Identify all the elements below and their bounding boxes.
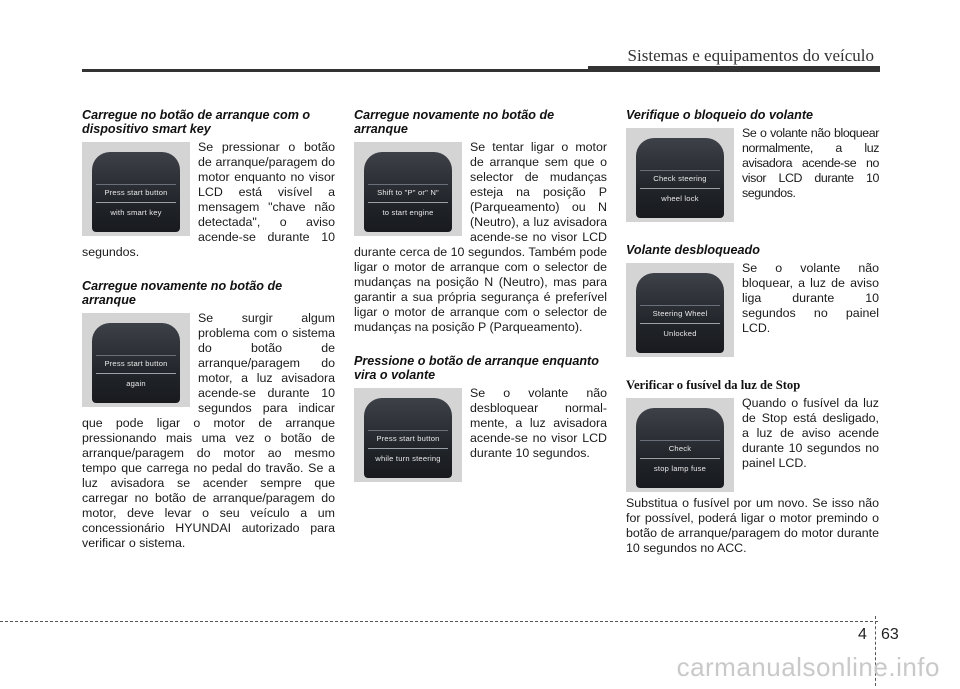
section-text: Se o volante não bloquear normalmente, a luz avisadora acende-se no visor LCD durante 10 segundos. xyxy=(742,126,879,200)
lcd-display-icon xyxy=(364,398,452,478)
lcd-figure xyxy=(82,142,190,236)
lcd-display-icon xyxy=(636,273,724,353)
column-1 xyxy=(82,108,335,570)
column-2 xyxy=(354,108,607,484)
footer-rule xyxy=(0,621,878,622)
lcd-message-line2: while turn steering xyxy=(375,454,441,463)
lcd-message-line1: Press start button xyxy=(104,359,168,368)
section-text: Se surgir algum problema com o sistema do botão de arranque/paragem do motor, a luz avisadora acende-se durante 10 segundos para indicar que pode ligar o motor de arranque pressionando mais uma vez o botão de arranque/paragem do motor ao mesmo tempo que carrega no pedal do travão. Se a luz avisadora se acender sempre que carregar no botão de arranque/paragem do motor, deve levar o seu veículo a um concessionário HYUNDAI autorizado para verificar o sistema. xyxy=(82,311,335,550)
header-title: Sistemas e equipamentos do veículo xyxy=(627,46,874,65)
lcd-message-line1: Check steering xyxy=(653,174,707,183)
section-smart-key xyxy=(82,108,335,260)
header-rule-accent xyxy=(588,66,880,72)
section-stop-lamp-fuse xyxy=(626,378,879,556)
lcd-display-icon xyxy=(364,152,452,232)
lcd-message-line2: stop lamp fuse xyxy=(653,464,707,473)
section-text: Se tentar ligar o motor de arranque sem que o selector de mudanças esteja na posição P (Parqueamento) ou N (Neutro), a luz avisadora acende-se no visor LCD durante cerca de 10 segundos. Também pode ligar o motor de arranque com o selector de mudanças na posição N (Neutro), mas para garantir a sua própria segurança é preferível ligar o motor de arranque com o selector de mudanças na posição P (Parqueamento). xyxy=(354,140,607,334)
section-press-again xyxy=(82,279,335,551)
lcd-figure xyxy=(354,142,462,236)
section-steering-unlocked xyxy=(626,243,879,359)
lcd-figure xyxy=(626,263,734,357)
section-title: Pressione o botão de arranque enquanto vira o volante xyxy=(354,354,599,382)
section-text-2: Substitua o fusível por um novo. Se isso não for possível, poderá ligar o motor premindo o botão de arranque/paragem do motor durante 10 segundos no ACC. xyxy=(626,496,879,555)
lcd-message-line2: to start engine xyxy=(382,208,434,217)
lcd-display-icon xyxy=(92,323,180,403)
section-shift-p-n xyxy=(354,108,607,335)
section-title: Carregue no botão de arranque com o dispositivo smart key xyxy=(82,108,311,136)
section-title: Carregue novamente no botão de arranque xyxy=(82,279,283,307)
section-title: Verificar o fusível da luz de Stop xyxy=(626,378,801,392)
section-steering-lock xyxy=(626,108,879,224)
column-3 xyxy=(626,108,879,575)
section-turn-steering xyxy=(354,354,607,461)
lcd-display-icon xyxy=(92,152,180,232)
page-number: 63 xyxy=(881,626,899,643)
lcd-message-line2: wheel lock xyxy=(661,194,699,203)
section-title: Verifique o bloqueio do volante xyxy=(626,108,814,122)
section-title: Volante desbloqueado xyxy=(626,243,760,257)
section-text: Se pressionar o botão de arranque/paragem do motor enquanto no visor LCD está visível a mensagem "chave não detectada", o aviso acende-se durante 10 segundos. xyxy=(82,140,335,259)
lcd-message-line2: again xyxy=(126,379,146,388)
lcd-display-icon xyxy=(636,408,724,488)
chapter-number: 4 xyxy=(858,626,867,643)
lcd-message-line2: with smart key xyxy=(110,208,162,217)
lcd-message-line2: Unlocked xyxy=(663,329,697,338)
section-text: Se o volante não bloquear, a luz de aviso liga durante 10 segundos no painel LCD. xyxy=(742,261,879,335)
section-text: Se o volante não desbloquear normal-mente, a luz avisadora acende-se no visor LCD durante 10 segundos. xyxy=(470,386,607,460)
section-text: Quando o fusível da luz de Stop está desligado, a luz de aviso acende durante 10 segundos no painel LCD. xyxy=(742,396,879,470)
lcd-message-line1: Check xyxy=(668,444,692,453)
lcd-figure xyxy=(82,313,190,407)
lcd-message-line1: Shift to "P" or" N" xyxy=(377,188,439,197)
lcd-message-line1: Press start button xyxy=(104,188,168,197)
lcd-message-line1: Steering Wheel xyxy=(652,309,708,318)
section-title: Carregue novamente no botão de arranque xyxy=(354,108,555,136)
lcd-message-line1: Press start button xyxy=(376,434,440,443)
lcd-figure xyxy=(626,128,734,222)
lcd-display-icon xyxy=(636,138,724,218)
watermark: carmanualsonline.info xyxy=(676,652,940,682)
lcd-figure xyxy=(626,398,734,492)
lcd-figure xyxy=(354,388,462,482)
